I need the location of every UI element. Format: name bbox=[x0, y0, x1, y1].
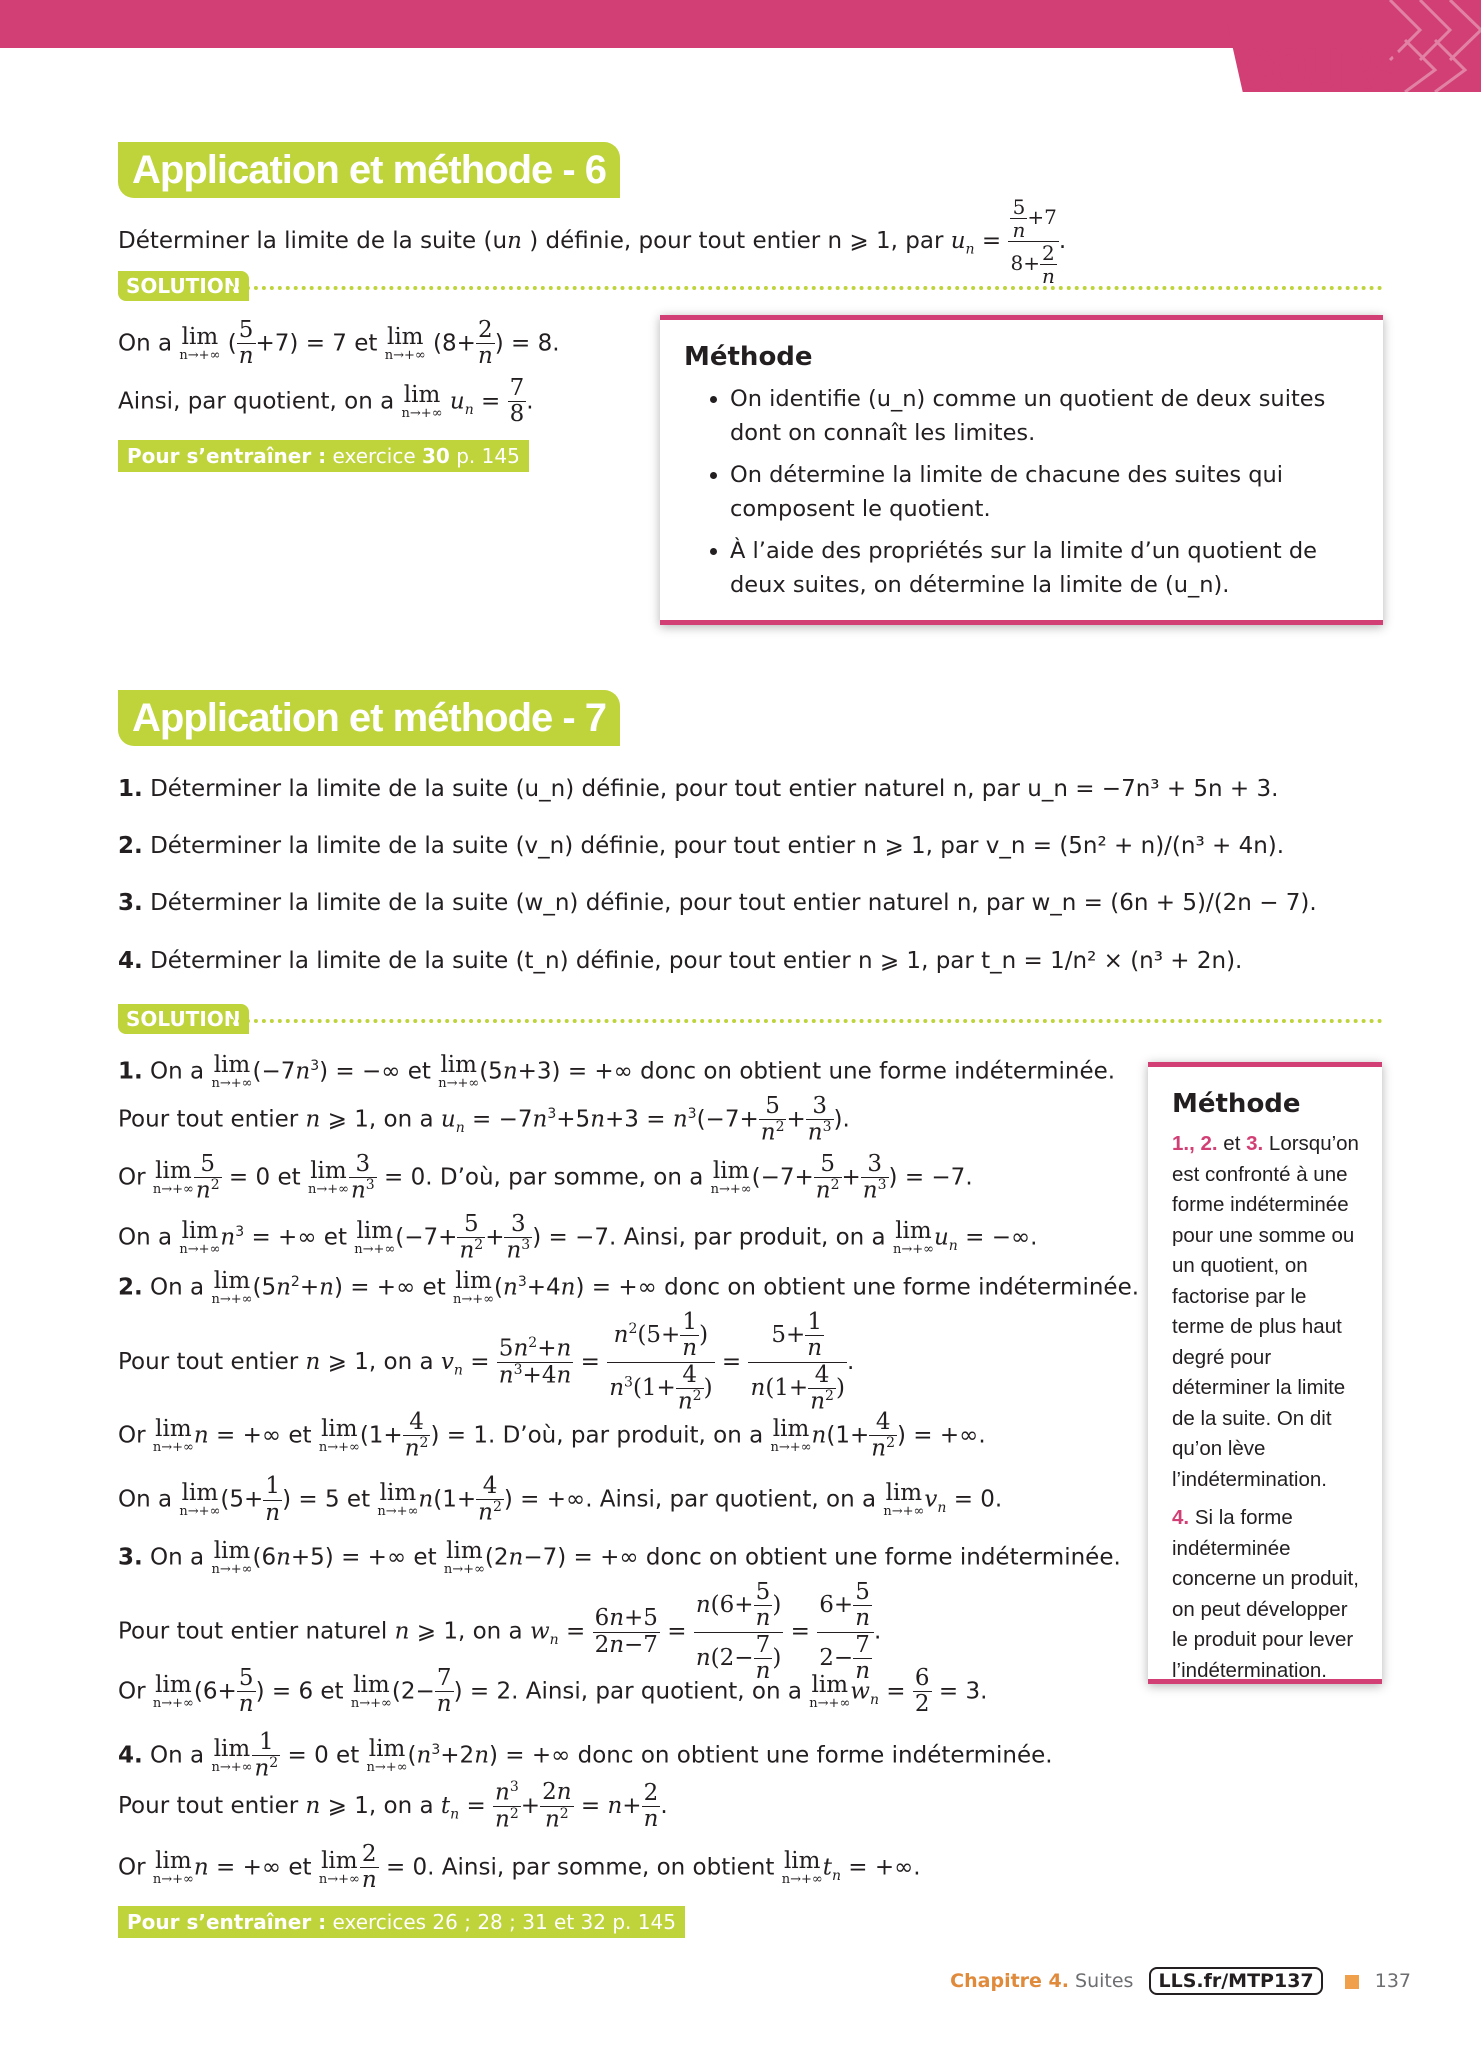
solution-3-line-1: 3. On a lim n→+∞ (6n+5) = +∞ et lim n→+∞ (2n−7) = +∞ donc on obtient une forme indéterminée. bbox=[118, 1538, 1121, 1577]
method-paragraph-1 bbox=[1172, 1129, 1364, 1495]
section7-question-1: 1. Déterminer la limite de la suite (u_n) définie, pour tout entier naturel n, par u_n = −7n³ + 5n + 3. bbox=[118, 776, 1279, 802]
question-text: Déterminer la limite de la suite (t_n) définie, pour tout entier n ⩾ 1, par t_n = 1/n² × (n³ + 2n). bbox=[150, 948, 1243, 974]
method-and: et bbox=[1223, 1132, 1241, 1155]
method-list bbox=[684, 382, 1359, 602]
solution-4-line-2: Pour tout entier n ⩾ 1, on a $t_n$ = $\frac{n^3}{n^2}$ + $\frac{2n}{n^2}$ = n+ $\frac{2}{n}$ . bbox=[118, 1779, 668, 1833]
footer-chapter-name: Suites bbox=[1075, 1970, 1134, 1992]
solution-2-line-3: Or lim n→+∞ n = +∞ et lim n→+∞ (1+ $\frac{4}{n^2}$ ) = 1. D’où, par produit, on a lim n→+∞ n(1+ $\frac{4}{n^2}$ ) = +∞. bbox=[118, 1409, 986, 1462]
training-label: Pour s’entraîner : bbox=[127, 444, 327, 468]
section7-question-2: 2. Déterminer la limite de la suite (v_n) définie, pour tout entier n ⩾ 1, par v_n = (5n² + n)/(n³ + 4n). bbox=[118, 833, 1285, 859]
solution-badge: SOLUTION bbox=[118, 1004, 249, 1034]
question-text: Déterminer la limite de la suite (v_n) définie, pour tout entier n ⩾ 1, par v_n = (5n² + n)/(n³ + 4n). bbox=[150, 833, 1285, 859]
section7-training-link[interactable] bbox=[118, 1906, 685, 1938]
statement-text: Déterminer la limite de la suite (u bbox=[118, 228, 508, 254]
section6-solution-header bbox=[118, 273, 1383, 303]
solution-3-line-2: Pour tout entier naturel n ⩾ 1, on a $w_n$ = $\frac{6n+5}{2n-7}$ = n(6+ $\frac{5}{n}$ ) n(2− $\frac{7}{n}$ ) = 6+ $\frac{5}{n}$ 2− $\frac{7}{n}$ . bbox=[118, 1579, 882, 1684]
dotted-separator bbox=[230, 1019, 1383, 1023]
section7-title: Application et méthode - 7 bbox=[118, 690, 620, 746]
section7-solution-header bbox=[118, 1006, 1383, 1036]
training-exercise: 30 bbox=[422, 444, 450, 468]
dotted-separator bbox=[230, 286, 1383, 290]
statement-text-2: ) définie, pour tout entier n ⩾ 1, par bbox=[529, 228, 944, 254]
method-title: Méthode bbox=[684, 342, 813, 372]
section6-solution-line1: On a lim n→+∞ ( $\frac{5}{n}$ +7) = 7 et lim n→+∞ (8+ $\frac{2}{n}$ ) = 8. bbox=[118, 317, 560, 370]
training-page: p. 145 bbox=[456, 444, 520, 468]
method-item: • À l’aide des propriétés sur la limite d’un quotient de deux suites, on détermine la limite de (u_n). bbox=[730, 534, 1359, 602]
solution-1-line-3: Or lim n→+∞ $\frac{5}{n^2}$ = 0 et lim n→+∞ $\frac{3}{n^3}$ = 0. D’où, par somme, on a lim n→+∞ (−7+ $\frac{5}{n^2}$ + $\frac{3}{n^3}$ ) = −7. bbox=[118, 1151, 973, 1204]
solution-2-line-1: 2. On a lim n→+∞ $(5n^2+n)$ = +∞ et lim n→+∞ $(n^3+4n)$ = +∞ donc on obtient une forme indéterminée. bbox=[118, 1268, 1140, 1307]
section6-training-link[interactable] bbox=[118, 440, 529, 472]
training-text: exercice bbox=[332, 444, 416, 468]
method-key: 4. bbox=[1172, 1506, 1190, 1529]
solution-3-line-3: Or lim n→+∞ (6+ $\frac{5}{n}$ ) = 6 et lim n→+∞ (2− $\frac{7}{n}$ ) = 2. Ainsi, par quotient, on a lim n→+∞ $w_n$ = $\frac{6}{2}$ = 3. bbox=[118, 1665, 988, 1718]
page-section-label: COURS bbox=[1238, 37, 1402, 102]
solution-2-line-2: Pour tout entier n ⩾ 1, on a $v_n$ = $\frac{5n^2+n}{n^3+4n}$ = $n^2(5+$ $\frac{1}{n}$ ) $n^3(1+$ $\frac{4}{n^2}$ ) = 5+ $\frac{1}{n}$ n(1+ $\frac{4}{n^2}$ ) . bbox=[118, 1309, 855, 1415]
method-item: • On détermine la limite de chacune des suites qui composent le quotient. bbox=[730, 458, 1359, 526]
footer-link[interactable]: LLS.fr/MTP137 bbox=[1149, 1967, 1322, 1995]
method-text: Si la forme indéterminée concerne un produit, on peut développer le produit pour lever l’indétermination. bbox=[1172, 1506, 1359, 1682]
section6-method-box bbox=[660, 315, 1383, 625]
solution-1-line-2: Pour tout entier n ⩾ 1, on a $u_n = -7n^3+5n+3 = n^3(-7+$ $\frac{5}{n^2}$ + $\frac{3}{n^3}$ ). bbox=[118, 1093, 850, 1146]
training-label: Pour s’entraîner : bbox=[127, 1910, 327, 1934]
section6-statement: Déterminer la limite de la suite (un ) définie, pour tout entier n ⩾ 1, par $u_n$ = $\frac{5}{n}$ +7 8+ $\frac{2}{n}$ . bbox=[118, 195, 1067, 288]
section6-title: Application et méthode - 6 bbox=[118, 142, 620, 198]
solution-badge: SOLUTION bbox=[118, 271, 249, 301]
section7-method-box bbox=[1148, 1062, 1382, 1684]
section7-question-3: 3. Déterminer la limite de la suite (w_n) définie, pour tout entier naturel n, par w_n = (6n + 5)/(2n − 7). bbox=[118, 890, 1317, 916]
method-key: 1., 2. bbox=[1172, 1132, 1218, 1155]
solution-4-line-1: 4. On a lim n→+∞ $\frac{1}{n^2}$ = 0 et lim n→+∞ $(n^3+2n)$ = +∞ donc on obtient une forme indéterminée. bbox=[118, 1729, 1053, 1782]
method-title: Méthode bbox=[1172, 1089, 1301, 1119]
method-paragraph-2 bbox=[1172, 1503, 1364, 1686]
solution-1-line-4: On a lim n→+∞ $n^3$ = +∞ et lim n→+∞ (−7+ $\frac{5}{n^2}$ + $\frac{3}{n^3}$ ) = −7. Ainsi, par produit, on a lim n→+∞ $u_n$ = −∞. bbox=[118, 1211, 1038, 1264]
solution-2-line-4: On a lim n→+∞ (5+ $\frac{1}{n}$ ) = 5 et lim n→+∞ n(1+ $\frac{4}{n^2}$ ) = +∞. Ainsi, par quotient, on a lim n→+∞ $v_n = 0$. bbox=[118, 1473, 1003, 1526]
section7-question-4: 4. Déterminer la limite de la suite (t_n) définie, pour tout entier n ⩾ 1, par t_n = 1/n² × (n³ + 2n). bbox=[118, 948, 1243, 974]
question-text: Déterminer la limite de la suite (u_n) définie, pour tout entier naturel n, par u_n = −7n³ + 5n + 3. bbox=[150, 776, 1279, 802]
solution-1-line-1: 1. On a lim n→+∞ $(-7n^3)$ = −∞ et lim n→+∞ (5n+3) = +∞ donc on obtient une forme indéterminée. bbox=[118, 1052, 1116, 1091]
method-key: 3. bbox=[1246, 1132, 1264, 1155]
page-number: 137 bbox=[1374, 1970, 1411, 1992]
footer-square-icon bbox=[1345, 1975, 1359, 1989]
method-item: • On identifie (u_n) comme un quotient de deux suites dont on connaît les limites. bbox=[730, 382, 1359, 450]
page-footer bbox=[950, 1970, 1411, 1992]
solution-4-line-3: Or lim n→+∞ n = +∞ et lim n→+∞ $\frac{2}{n}$ = 0. Ainsi, par somme, on obtient lim n→+∞ $t_n$ = +∞. bbox=[118, 1841, 921, 1894]
section6-solution-line2: Ainsi, par quotient, on a lim n→+∞ $u_n$ = $\frac{7}{8}$ . bbox=[118, 375, 534, 428]
method-text: Lorsqu’on est confronté à une forme indéterminée pour une somme ou un quotient, on factorise par le terme de plus haut degré pour déterminer la limite de la suite. On dit qu’on lève l’indétermination. bbox=[1172, 1132, 1359, 1491]
footer-chapter: Chapitre 4. bbox=[950, 1970, 1069, 1992]
training-text: exercices 26 ; 28 ; 31 et 32 p. 145 bbox=[332, 1910, 676, 1934]
question-text: Déterminer la limite de la suite (w_n) définie, pour tout entier naturel n, par w_n = (6n + 5)/(2n − 7). bbox=[150, 890, 1317, 916]
